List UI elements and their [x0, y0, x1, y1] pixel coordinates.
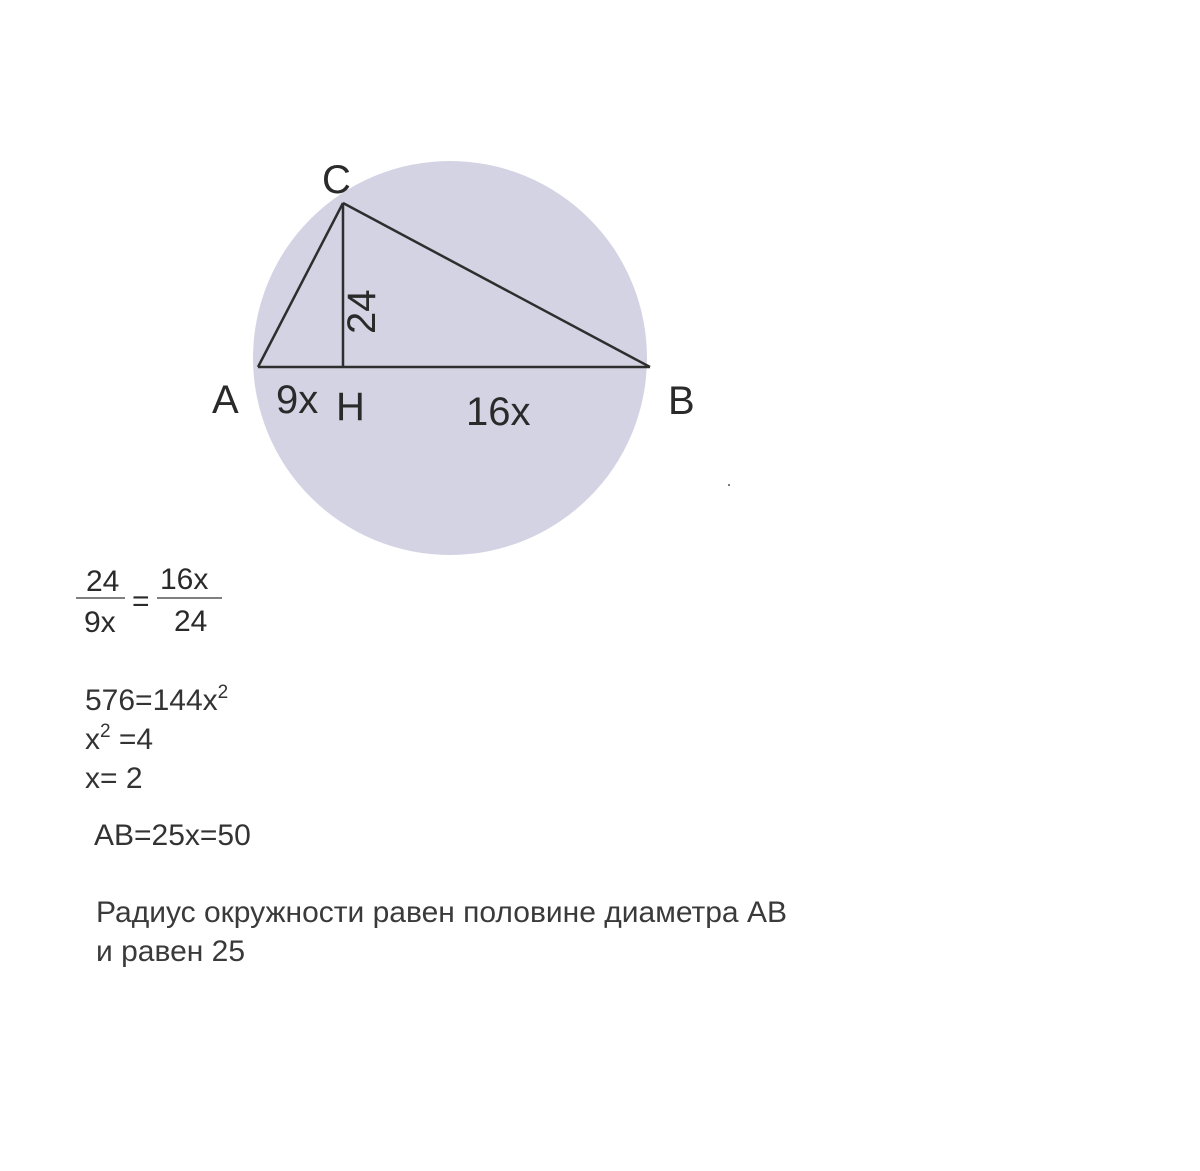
solution-step-2	[85, 722, 153, 758]
circle	[253, 161, 647, 555]
stray-dot	[728, 484, 730, 486]
fraction-left-denominator: 9x	[84, 606, 116, 639]
proportion-equation	[76, 563, 222, 639]
step4-text: AB=25x=50	[94, 819, 251, 852]
vertex-label-c: C	[322, 158, 351, 202]
step2-base: x	[85, 723, 100, 756]
fraction-right-denominator: 24	[174, 605, 208, 638]
solution-step-3	[85, 761, 143, 797]
fraction-right-numerator: 16x	[160, 563, 209, 596]
conclusion-line-1: Радиус окружности равен половине диаметра AB	[96, 896, 787, 929]
segment-label-ch: 24	[340, 289, 384, 334]
step1-exponent: 2	[217, 682, 229, 703]
solution-step-4	[94, 818, 251, 854]
point-label-h: H	[336, 385, 365, 429]
vertex-label-a: A	[212, 378, 239, 422]
segment-label-hb: 16x	[466, 390, 531, 434]
solution-step-1	[85, 683, 228, 719]
step3-text: x= 2	[85, 762, 143, 795]
segment-label-ah: 9x	[276, 378, 319, 422]
equals-sign: =	[132, 585, 150, 618]
fraction-left-numerator: 24	[86, 565, 120, 598]
step1-base: 576=144x	[85, 684, 218, 717]
conclusion-line-2: и равен 25	[96, 935, 246, 968]
vertex-label-b: B	[668, 379, 695, 423]
step2-rest: =4	[110, 723, 154, 756]
step2-exponent: 2	[100, 721, 111, 742]
